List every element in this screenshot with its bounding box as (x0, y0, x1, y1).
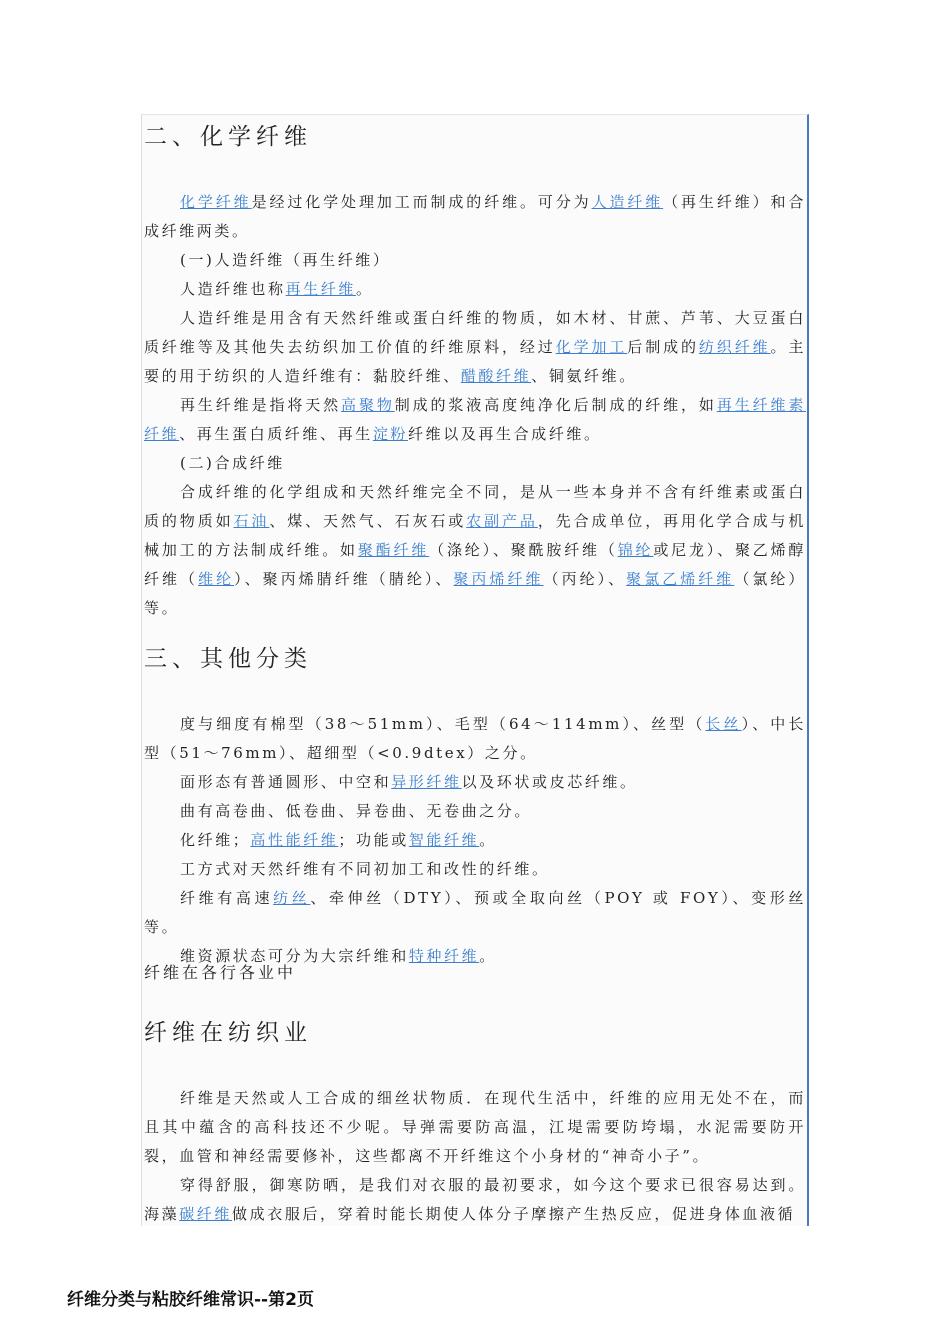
paragraph-processing (144, 855, 806, 884)
text-run: 。 (479, 831, 497, 849)
inline-link[interactable]: 长丝 (705, 715, 742, 733)
inline-link[interactable]: 锦纶 (617, 541, 654, 559)
paragraph-wear (144, 1171, 806, 1229)
text-run: 再生纤维是指将天然 (180, 396, 342, 414)
text-run: 。 (356, 280, 374, 298)
text-run: 或尼龙）、聚乙烯醇纤维（ (144, 541, 807, 588)
paragraph-spinning (144, 884, 806, 942)
inline-link[interactable]: 纺丝 (273, 889, 311, 907)
inline-link[interactable]: 智能纤维 (408, 831, 480, 849)
text-run: 、煤、天然气、石灰石或 (269, 512, 467, 530)
inline-link[interactable]: 农副产品 (466, 512, 538, 530)
caption-industries: 纤维在各行各业中 (144, 963, 297, 982)
inline-link[interactable]: 再生纤维 (285, 280, 357, 298)
text-run: 穿得舒服，御寒防晒，是我们对衣服的最初要求，如今这个要求已很容易达到。海藻 (144, 1176, 806, 1223)
inline-link[interactable]: 淀粉 (372, 425, 409, 443)
text-run: 以及环状或皮芯纤维。 (461, 773, 638, 791)
text-run: 、铜氨纤维。 (531, 367, 637, 385)
text-run: 人造纤维也称 (180, 280, 286, 298)
text-run: 制成的浆液高度纯净化后制成的纤维，如 (394, 396, 717, 414)
section-heading-textile: 纤维在纺织业 (144, 1020, 312, 1046)
text-run: 纤维以及再生合成纤维。 (408, 425, 602, 443)
text-run: （氯纶）等。 (144, 570, 806, 617)
inline-link[interactable]: 纺织纤维 (698, 338, 771, 356)
text-run: 度与细度有棉型（38～51mm）、毛型（64～114mm）、丝型（ (180, 715, 706, 733)
text-run: 。 (479, 947, 497, 965)
inline-link[interactable]: 石油 (233, 512, 270, 530)
inline-link[interactable]: 高聚物 (341, 396, 395, 414)
inline-link[interactable]: 聚丙烯纤维 (453, 570, 544, 588)
text-run: （丙纶）、 (543, 570, 627, 588)
subheading-synthetic-fiber: (二)合成纤维 (180, 454, 285, 472)
text-run: 维资源状态可分为大宗纤维和 (180, 947, 409, 965)
paragraph-crimp (144, 797, 806, 826)
inline-link[interactable]: 聚氯乙烯纤维 (626, 570, 735, 588)
inline-link[interactable]: 醋酸纤维 (460, 367, 532, 385)
subheading-man-made-fiber: (一)人造纤维（再生纤维） (180, 251, 391, 269)
text-run: 化纤维； (180, 831, 251, 849)
inline-link[interactable]: 人造纤维 (591, 193, 664, 211)
text-run: 、牵伸丝（DTY）、预或全取向丝（POY 或 FOY）、变形丝等。 (144, 889, 806, 936)
inline-link[interactable]: 异形纤维 (391, 773, 462, 791)
text-run: （涤纶）、聚酰胺纤维（ (429, 541, 618, 559)
section-heading-other-classification: 三、其他分类 (144, 646, 312, 672)
inline-link[interactable]: 聚酯纤维 (357, 541, 430, 559)
text-run: 工方式对天然纤维有不同初加工和改性的纤维。 (180, 860, 550, 878)
page-footer: 纤维分类与粘胶纤维常识--第2页 (67, 1290, 314, 1310)
text-run: 做成衣服后，穿着时能长期使人体分子摩擦产生热反应，促进身体血液循 (232, 1205, 796, 1223)
text-run: 合成纤维的化学组成和天然纤维完全不同，是从一些本身并不含有纤维素或蛋白质的物质如 (144, 483, 806, 530)
paragraph-fiber-intro (144, 1084, 806, 1171)
text-run: 是经过化学处理加工而制成的纤维。可分为 (251, 193, 592, 211)
section-heading-chemical-fiber: 二、化学纤维 (144, 124, 312, 150)
paragraph-regenerated (144, 391, 806, 449)
textile-body (144, 1084, 806, 1229)
text-run: ；功能或 (338, 831, 409, 849)
text-run: ）、中长型（51～76mm）、超细型（<0.9dtex）之分。 (144, 715, 806, 762)
inline-link[interactable]: 化学纤维 (180, 193, 252, 211)
inline-link[interactable]: 特种纤维 (408, 947, 480, 965)
text-run: （再生纤维）和合成纤维两类。 (144, 193, 806, 240)
text-run: ，先合成单位，再用化学合成与机械加工的方法制成纤维。如 (144, 512, 806, 559)
inline-link[interactable]: 碳纤维 (179, 1205, 233, 1223)
inline-link[interactable]: 化学加工 (555, 338, 628, 356)
inline-link[interactable]: 高性能纤维 (250, 831, 339, 849)
text-run: ）、聚丙烯腈纤维（腈纶）、 (234, 570, 454, 588)
inline-link[interactable]: 维纶 (198, 570, 235, 588)
text-run: 纤维是天然或人工合成的细丝状物质．在现代生活中，纤维的应用无处不在，而且其中蕴含的高科技还不少呢。导弹需要防高温，江堤需要防垮塌，水泥需要防开裂，血管和神经需要修补，这些都离不开纤维这个小身材的“神奇小子”。 (144, 1089, 806, 1165)
paragraph-alias (144, 275, 806, 304)
paragraph-cross-section (144, 768, 806, 797)
text-run: 面形态有普通圆形、中空和 (180, 773, 392, 791)
paragraph-definition (144, 304, 806, 391)
text-run: 人造纤维是用含有天然纤维或蛋白纤维的物质，如木材、甘蔗、芦苇、大豆蛋白质纤维等及其他失去纺织加工价值的纤维原料，经过 (144, 309, 806, 356)
text-run: 后制成的 (627, 338, 699, 356)
chemical-fiber-body (144, 188, 806, 623)
inline-link[interactable]: 再生纤维素纤维 (144, 396, 806, 443)
text-run: 。主要的用于纺织的人造纤维有：黏胶纤维、 (144, 338, 807, 385)
other-classification-body (144, 710, 806, 971)
text-run: 纤维有高速 (180, 889, 274, 907)
text-run: 曲有高卷曲、低卷曲、异卷曲、无卷曲之分。 (180, 802, 533, 820)
paragraph-synthetic (144, 478, 806, 623)
paragraph-length (144, 710, 806, 768)
paragraph-intro (144, 188, 806, 246)
paragraph-performance (144, 826, 806, 855)
text-run: 、再生蛋白质纤维、再生 (179, 425, 373, 443)
